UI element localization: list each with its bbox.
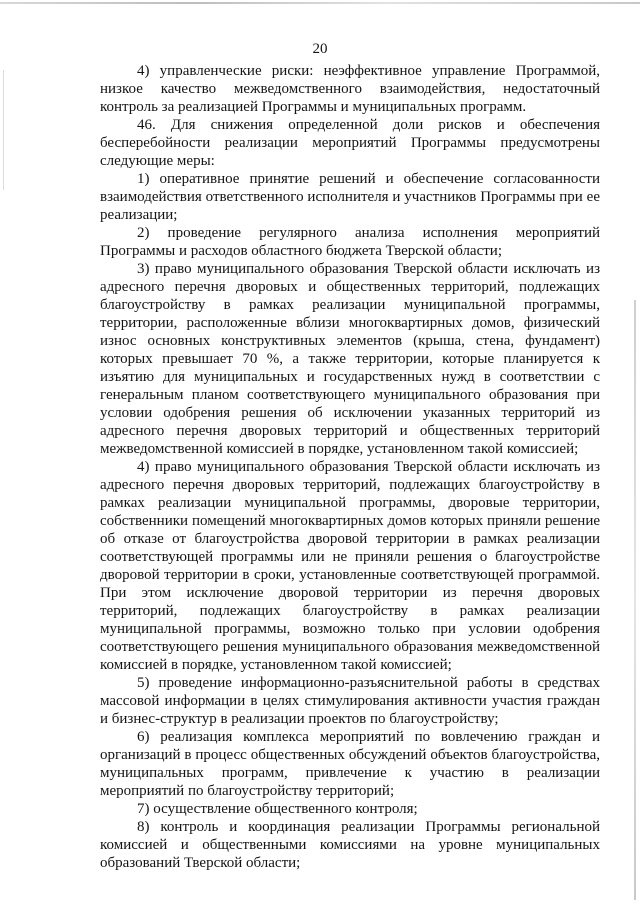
paragraph-risk-4: 4) управленческие риски: неэффективное управление Программой, низкое качество межведомственного взаимодействия, недостаточный контроль за реализацией Программы и муниципальных программ. (100, 63, 600, 115)
paragraph-measure-2: 2) проведение регулярного анализа исполнения мероприятий Программы и расходов областного бюджета Тверской области; (100, 225, 600, 259)
page-number: 20 (312, 41, 328, 57)
paragraph-measure-1: 1) оперативное принятие решений и обеспечение согласованности взаимодействия ответственного исполнителя и участников Программы при ее реализации; (100, 171, 600, 223)
paragraph-measure-8: 8) контроль и координация реализации Программы региональной комиссией и общественными комиссиями на уровне муниципальных образований Тверской области; (100, 819, 600, 871)
paragraph-measure-6: 6) реализация комплекса мероприятий по вовлечению граждан и организаций в процесс общественных обсуждений объектов благоустройства, муниципальных программ, привлечение к участию в реализации мероприятий по благоустройству территорий; (100, 729, 600, 799)
scan-edge-left (3, 70, 4, 190)
paragraph-measure-4: 4) право муниципального образования Тверской области исключать из адресного перечня дворовых территорий, подлежащих благоустройству в рамках реализации муниципальной программы, дворовые территории, собственники помещений многоквартирных домов которых приняли решение об отказе от благоустройства дворовой территории в рамках реализации соответствующей программы или не приняли решения о благоустройстве дворовой территории в сроки, установленные соответствующей программой. При этом исключение дворовой территории из перечня дворовых территорий, подлежащих благоустройству в рамках реализации муниципальной программы, возможно только при условии одобрения соответствующего решения муниципального образования межведомственной комиссией в порядке, установленном такой комиссией; (100, 459, 600, 673)
scan-edge-top (0, 2, 640, 4)
paragraph-measure-5: 5) проведение информационно-разъяснительной работы в средствах массовой информации в целях стимулирования активности участия граждан и бизнес-структур в реализации проектов по благоустройству; (100, 675, 600, 727)
paragraph-measure-7: 7) осуществление общественного контроля; (137, 801, 418, 817)
paragraph-46: 46. Для снижения определенной доли рисков и обеспечения бесперебойности реализации мероприятий Программы предусмотрены следующие меры: (100, 117, 600, 169)
document-body (100, 62, 600, 872)
paragraph-measure-3: 3) право муниципального образования Тверской области исключать из адресного перечня дворовых и общественных территорий, подлежащих благоустройству в рамках реализации муниципальной программы, территории, расположенные вблизи многоквартирных домов, физический износ основных конструктивных элементов (крыша, стена, фундамент) которых превышает 70 %, а также территории, которые планируется к изъятию для муниципальных и государственных нужд в соответствии с генеральным планом соответствующего муниципального образования при условии одобрения решения об исключении указанных территорий из адресного перечня дворовых территорий и общественных территорий межведомственной комиссией в порядке, установленном такой комиссией; (100, 261, 600, 457)
scan-edge-right (634, 300, 636, 900)
